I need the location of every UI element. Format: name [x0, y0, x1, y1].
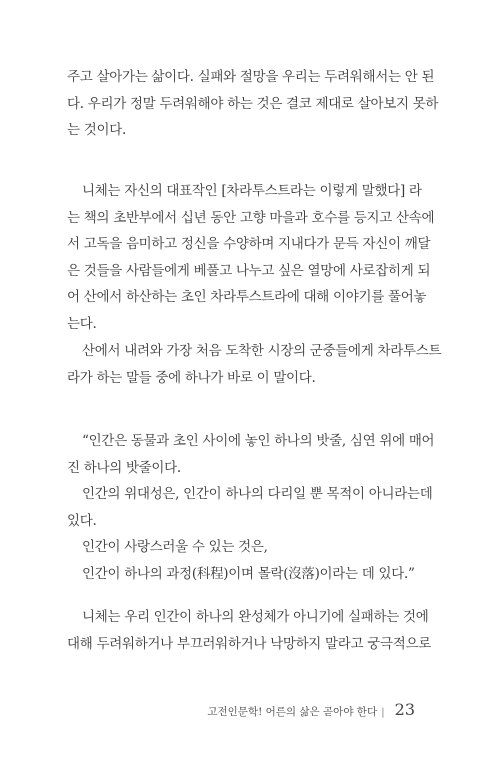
text-line: “인간은 동물과 초인 사이에 놓인 하나의 밧줄, 심연 위에 매어: [82, 433, 435, 449]
text-line: 니체는 우리 인간이 하나의 완성체가 아니기에 실패하는 것에: [82, 609, 429, 625]
text-line: 주고 살아가는 삶이다. 실패와 절망을 우리는 두려워해서는 안 된: [67, 69, 435, 85]
page-number: 23: [394, 700, 415, 719]
text-line: 다. 우리가 정말 두려워해야 하는 것은 결코 제대로 살아보지 못하: [67, 95, 439, 112]
text-line: 은 것들을 사람들에게 베풀고 나누고 싶은 열망에 사로잡히게 되: [67, 262, 431, 279]
text-line: 산에서 내려와 가장 처음 도착한 시장의 군중들에게 차라투스트: [82, 343, 442, 359]
text-line: 대해 두려워하거나 부끄러워하거나 낙망하지 말라고 궁극적으로: [67, 635, 431, 652]
text-line: 라가 하는 말들 중에 하나가 바로 이 말이다.: [67, 369, 316, 386]
page-footer: [0, 700, 415, 719]
text-line: 있다.: [67, 512, 97, 529]
text-line: 인간이 하나의 과정(科程)이며 몰락(沒落)이라는 데 있다.”: [82, 565, 415, 582]
text-line: 인간이 사랑스러울 수 있는 것은,: [82, 539, 268, 555]
text-line: 니체는 자신의 대표작인 [차라투스트라는 이렇게 말했다] 라: [82, 183, 422, 199]
text-line: 진 하나의 밧줄이다.: [67, 459, 181, 476]
text-line: 는다.: [67, 315, 97, 332]
text-line: 는 책의 초반부에서 십년 동안 고향 마을과 호수를 등지고 산속에: [67, 209, 435, 226]
text-line: 는 것이다.: [67, 122, 126, 138]
text-line: 어 산에서 하산하는 초인 차라투스트라에 대해 이야기를 풀어놓: [67, 289, 427, 305]
text-line: 서 고독을 음미하고 정신을 수양하며 지내다가 문득 자신이 깨달: [67, 236, 431, 252]
text-line: 인간의 위대성은, 인간이 하나의 다리일 뿐 목적이 아니라는데: [82, 486, 433, 502]
running-title: 고전인문학! 어른의 삶은 곧아야 한다: [207, 706, 378, 718]
footer-separator: |: [381, 706, 385, 718]
